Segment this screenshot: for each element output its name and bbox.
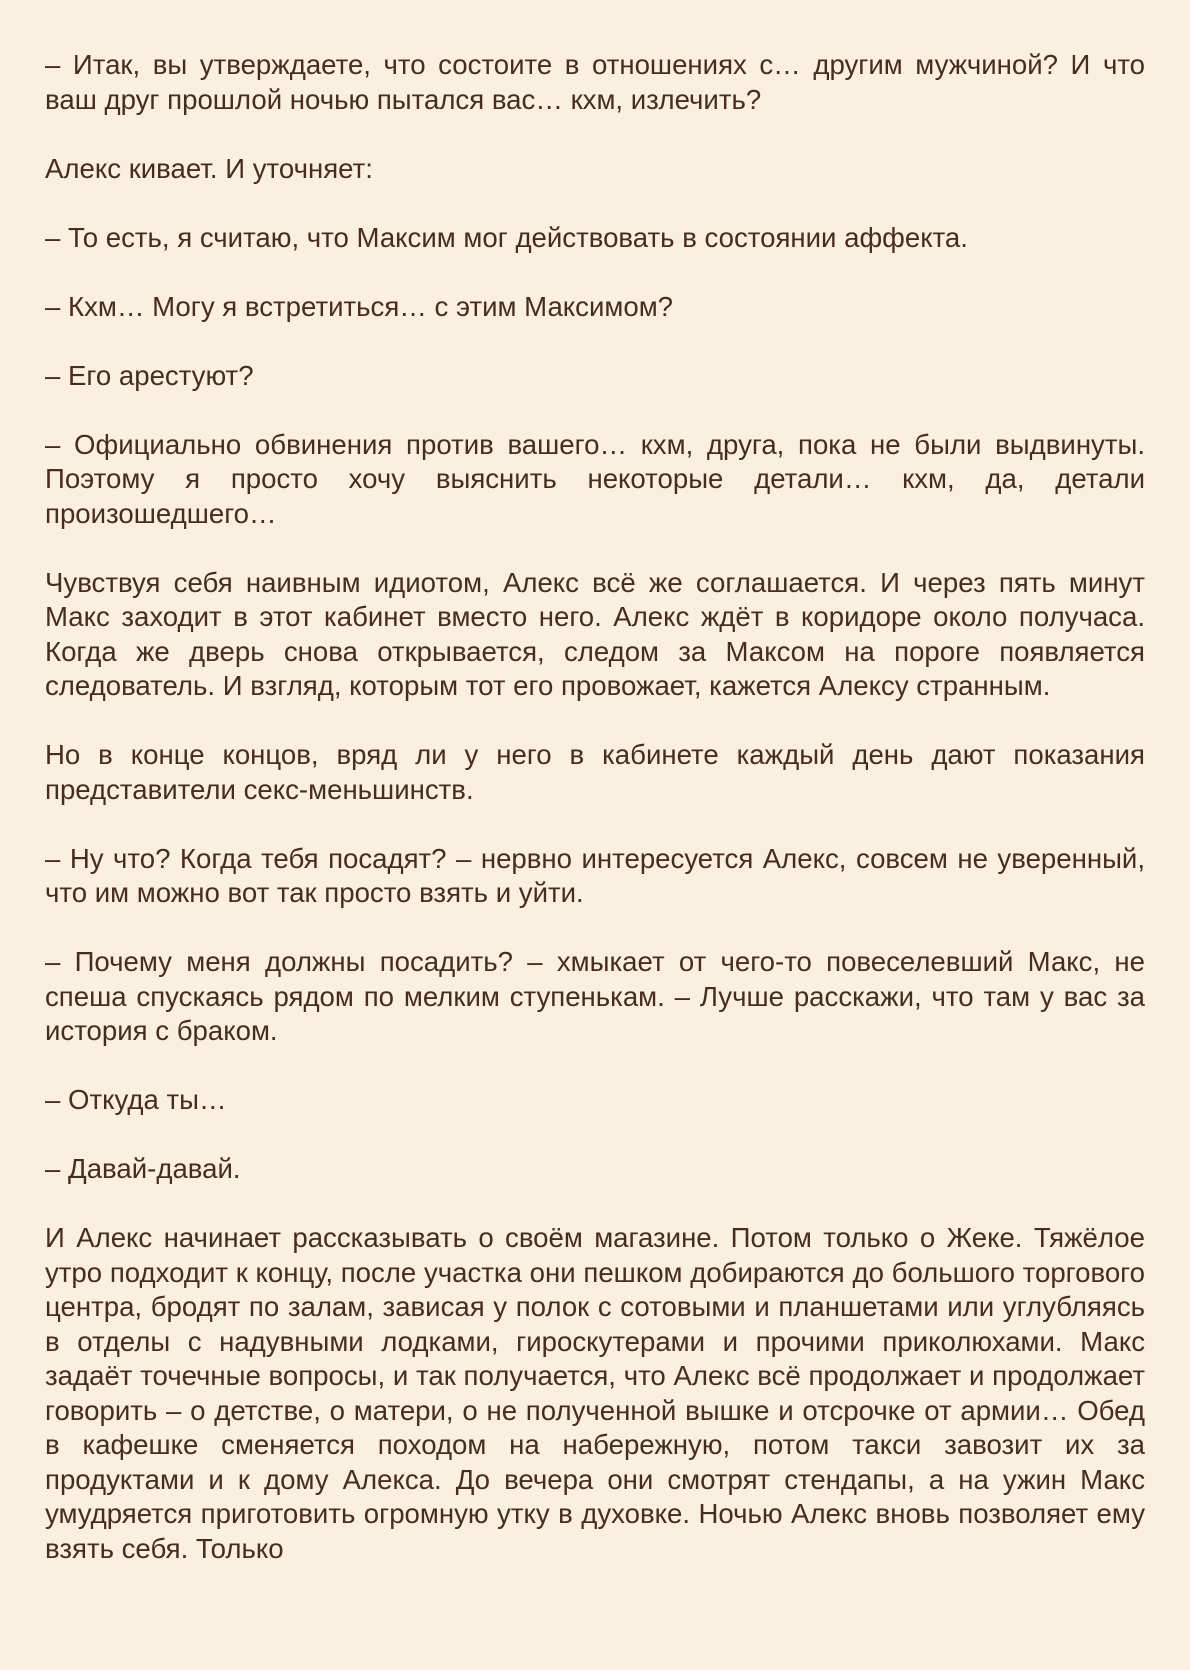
paragraph-11: – Откуда ты… <box>45 1084 227 1115</box>
paragraph-12: – Давай-давай. <box>45 1153 241 1184</box>
paragraph-7: Чувствуя себя наивным идиотом, Алекс всё же соглашается. И через пять минут Макс заходит в этот кабинет вместо него. Алекс ждёт в коридоре около получаса. Когда же дверь снова открывается, следом за Максом на пороге появляется следователь. И взгляд, которым тот его провожает, кажется Алексу странным. <box>45 566 1145 701</box>
paragraph-8: Но в конце концов, вряд ли у него в кабинете каждый день дают показания представители секс-меньшинств. <box>45 739 1145 805</box>
paragraph-13: И Алекс начинает рассказывать о своём магазине. Потом только о Жеке. Тяжёлое утро подходит к концу, после участка они пешком добираются до большого торгового центра, бродят по залам, зависая у полок с сотовыми и планшетами или углубляясь в отделы с надувными лодками, гироскутерами и прочими приколюхами. Макс задаёт точечные вопросы, и так получается, что Алекс всё продолжает и продолжает говорить – о детстве, о матери, о не полученной вышке и отсрочке от армии… Обед в кафешке сменяется походом на набережную, потом такси завозит их за продуктами и к дому Алекса. До вечера они смотрят стендапы, а на ужин Макс умудряется приготовить огромную утку в духовке. Ночью Алекс вновь позволяет ему взять себя. Только <box>45 1222 1145 1564</box>
paragraph-6: – Официально обвинения против вашего… кхм, друга, пока не были выдвинуты. Поэтому я просто хочу выяснить некоторые детали… кхм, да, детали произошедшего… <box>45 428 1145 529</box>
paragraph-10: – Почему меня должны посадить? – хмыкает от чего-то повеселевший Макс, не спеша спускаясь рядом по мелким ступенькам. – Лучше расскажи, что там у вас за история с браком. <box>45 946 1145 1046</box>
paragraph-9: – Ну что? Когда тебя посадят? – нервно интересуется Алекс, совсем не уверенный, что им можно вот так просто взять и уйти. <box>45 842 1145 908</box>
paragraph-5: – Его арестуют? <box>45 359 254 391</box>
paragraph-4: – Кхм… Могу я встретиться… с этим Максимом? <box>45 290 674 322</box>
paragraph-2: Алекс кивает. И уточняет: <box>45 152 373 184</box>
paragraph-3: – То есть, я считаю, что Максим мог действовать в состоянии аффекта. <box>45 221 968 253</box>
paragraph-1: – Итак, вы утверждаете, что состоите в отношениях с… другим мужчиной? И что ваш друг прошлой ночью пытался вас… кхм, излечить? <box>45 49 1145 115</box>
